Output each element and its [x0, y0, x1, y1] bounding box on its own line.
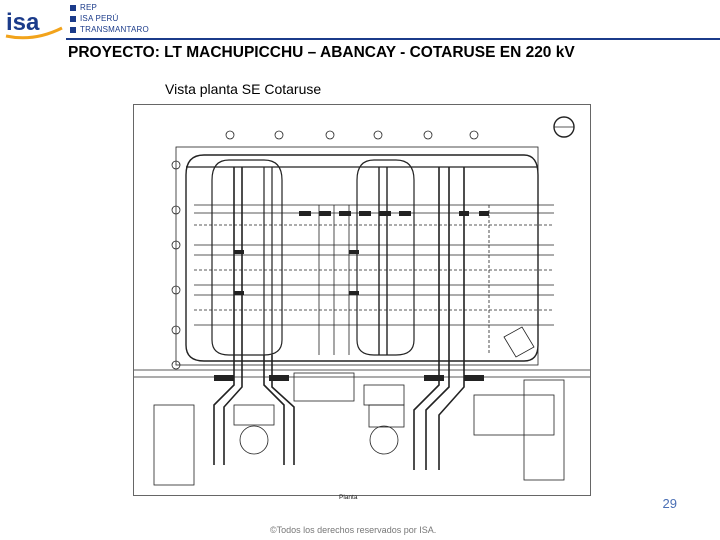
plan-label: Planta: [339, 494, 358, 501]
plan-linework: [134, 117, 590, 485]
logo-text: isa: [6, 9, 40, 36]
brand-label: REP: [80, 3, 98, 12]
bullet-icon: [70, 16, 76, 22]
page-number: 29: [662, 496, 677, 511]
brand-label: TRANSMANTARO: [80, 25, 149, 34]
page-subtitle: Vista planta SE Cotaruse: [165, 81, 322, 97]
header-divider: [66, 38, 720, 40]
brand-list: [70, 2, 149, 35]
brand-item: [70, 24, 149, 35]
isa-logo: [4, 6, 64, 40]
substation-plan-drawing: [133, 104, 591, 501]
plan-svg: [134, 105, 590, 501]
brand-label: ISA PERÚ: [80, 14, 119, 23]
brand-item: [70, 2, 149, 13]
bullet-icon: [70, 5, 76, 11]
bullet-icon: [70, 27, 76, 33]
copyright-notice: ©Todos los derechos reservados por ISA.: [270, 525, 437, 535]
page-title: PROYECTO: LT MACHUPICCHU – ABANCAY - COTARUSE EN 220 kV: [68, 44, 575, 61]
brand-item: [70, 13, 149, 24]
